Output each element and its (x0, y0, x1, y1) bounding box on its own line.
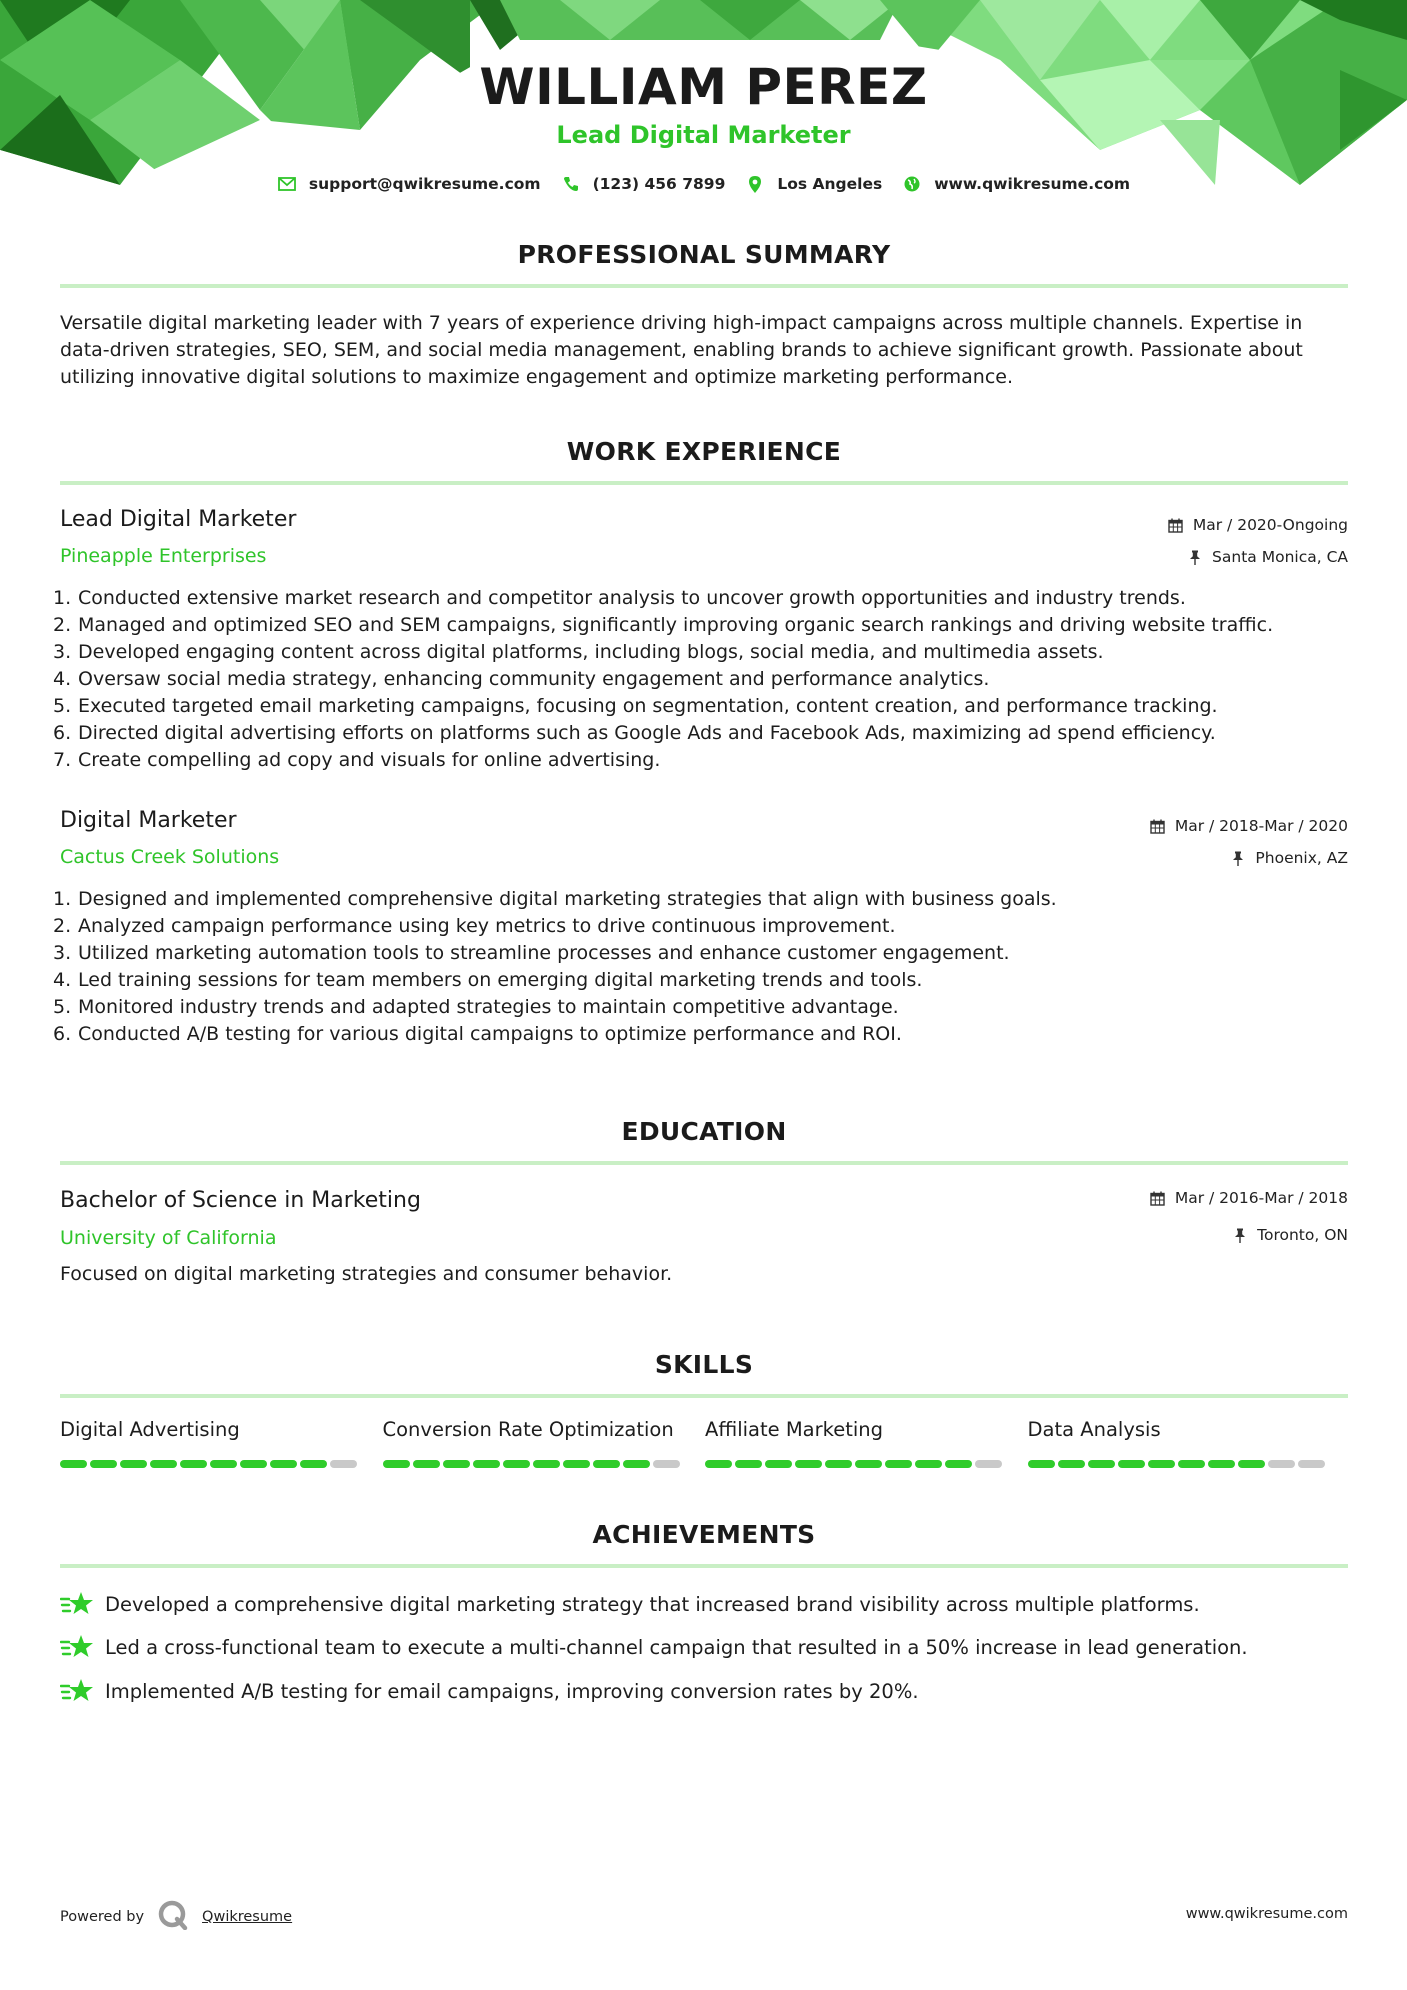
achievement-text: Developed a comprehensive digital marketing strategy that increased brand visibility across multiple platforms. (105, 1592, 1200, 1616)
pushpin-icon (1187, 549, 1203, 565)
list-item: 2. Managed and optimized SEO and SEM campaigns, significantly improving organic search rankings and driving website traffic. (53, 614, 1274, 636)
contact-website-text: www.qwikresume.com (934, 175, 1131, 193)
phone-icon (561, 174, 581, 194)
rating-segment-filled (150, 1460, 177, 1468)
rating-segment-empty (975, 1460, 1002, 1468)
education-location (1232, 1226, 1348, 1244)
contact-email-text: support@qwikresume.com (308, 175, 541, 193)
education-dates (1150, 1189, 1348, 1207)
skills-heading: SKILLS (654, 1350, 754, 1379)
contact-phone[interactable] (561, 174, 726, 194)
education-divider (60, 1161, 1348, 1165)
qwikresume-logo-icon (158, 1900, 188, 1934)
star-icon (60, 1590, 94, 1618)
rating-segment-filled (1178, 1460, 1205, 1468)
education-heading: EDUCATION (621, 1117, 787, 1146)
footer-website[interactable]: www.qwikresume.com (1185, 1906, 1348, 1922)
rating-segment-empty (330, 1460, 357, 1468)
rating-segment-filled (240, 1460, 267, 1468)
contact-location-text: Los Angeles (777, 175, 883, 193)
education-location-text: Toronto, ON (1257, 1226, 1348, 1244)
job-location-text: Phoenix, AZ (1255, 849, 1348, 867)
rating-segment-filled (1118, 1460, 1145, 1468)
calendar-icon (1150, 818, 1166, 834)
rating-segment-filled (825, 1460, 852, 1468)
list-item: 2. Analyzed campaign performance using key metrics to drive continuous improvement. (53, 915, 896, 937)
powered-by-label: Powered by (60, 1909, 145, 1925)
contact-bar (0, 174, 1407, 194)
rating-segment-filled (533, 1460, 560, 1468)
skill-rating-bar (705, 1460, 1028, 1468)
achievement-item (60, 1590, 1350, 1618)
achievements-heading: ACHIEVEMENTS (592, 1520, 816, 1549)
rating-segment-filled (90, 1460, 117, 1468)
experience-heading: WORK EXPERIENCE (566, 437, 842, 466)
achievement-item (60, 1677, 1350, 1705)
list-item: 3. Utilized marketing automation tools to streamline processes and enhance customer engagement. (53, 942, 1010, 964)
rating-segment-filled (735, 1460, 762, 1468)
achievement-text: Led a cross-functional team to execute a multi-channel campaign that resulted in a 50% increase in lead generation. (105, 1635, 1248, 1659)
skill-rating-bar (1028, 1460, 1351, 1468)
rating-segment-filled (503, 1460, 530, 1468)
rating-segment-filled (1148, 1460, 1175, 1468)
list-item: 4. Led training sessions for team members on emerging digital marketing trends and tools. (53, 969, 923, 991)
list-item: 1. Designed and implemented comprehensive digital marketing strategies that align with business goals. (53, 888, 1057, 910)
globe-icon (902, 174, 922, 194)
contact-email[interactable] (277, 174, 541, 194)
calendar-icon (1168, 517, 1184, 533)
rating-segment-empty (653, 1460, 680, 1468)
list-item: 5. Monitored industry trends and adapted strategies to maintain competitive advantage. (53, 996, 899, 1018)
achievements-divider (60, 1564, 1348, 1568)
candidate-role: Lead Digital Marketer (556, 121, 851, 149)
rating-segment-filled (705, 1460, 732, 1468)
rating-segment-filled (300, 1460, 327, 1468)
rating-segment-filled (855, 1460, 882, 1468)
skill-item (1028, 1418, 1351, 1468)
rating-segment-filled (270, 1460, 297, 1468)
skill-item (383, 1418, 706, 1468)
skill-name: Conversion Rate Optimization (382, 1418, 674, 1441)
star-icon (60, 1677, 94, 1705)
experience-divider (60, 481, 1348, 485)
rating-segment-empty (1298, 1460, 1325, 1468)
rating-segment-filled (383, 1460, 410, 1468)
skill-name: Digital Advertising (60, 1418, 240, 1441)
job-dates-text: Mar / 2020-Ongoing (1192, 516, 1348, 534)
rating-segment-filled (1208, 1460, 1235, 1468)
rating-segment-empty (1268, 1460, 1295, 1468)
summary-text: Versatile digital marketing leader with 7 years of experience driving high-impact campaigns across multiple channels. Expertise in data-driven strategies, SEO, SEM, and social media management, enabling brands to achieve significant growth. Passionate about utilizing innovative digital solutions to maximize engagement and optimize marketing performance. (60, 312, 1303, 388)
rating-segment-filled (563, 1460, 590, 1468)
rating-segment-filled (60, 1460, 87, 1468)
skill-item (705, 1418, 1028, 1468)
job-title: Lead Digital Marketer (60, 507, 297, 532)
pushpin-icon (1230, 850, 1246, 866)
list-item: 3. Developed engaging content across digital platforms, including blogs, social media, and multimedia assets. (53, 641, 1104, 663)
skill-name: Affiliate Marketing (705, 1418, 884, 1441)
education-description: Focused on digital marketing strategies and consumer behavior. (60, 1263, 673, 1285)
achievement-item (60, 1633, 1350, 1661)
job-dates (1150, 817, 1348, 835)
rating-segment-filled (623, 1460, 650, 1468)
rating-segment-filled (120, 1460, 147, 1468)
achievement-text: Implemented A/B testing for email campaigns, improving conversion rates by 20%. (105, 1679, 919, 1703)
job-company: Pineapple Enterprises (60, 545, 267, 567)
rating-segment-filled (795, 1460, 822, 1468)
rating-segment-filled (1028, 1460, 1055, 1468)
list-item: 5. Executed targeted email marketing campaigns, focusing on segmentation, content creation, and performance tracking. (53, 695, 1218, 717)
rating-segment-filled (593, 1460, 620, 1468)
job-bullets (53, 585, 1353, 774)
summary-heading: PROFESSIONAL SUMMARY (517, 240, 891, 269)
skills-list (60, 1418, 1350, 1468)
contact-website[interactable] (902, 174, 1130, 194)
job-location (1230, 849, 1348, 867)
job-dates-text: Mar / 2018-Mar / 2020 (1174, 817, 1348, 835)
rating-segment-filled (945, 1460, 972, 1468)
skill-item (60, 1418, 383, 1468)
rating-segment-filled (915, 1460, 942, 1468)
rating-segment-filled (413, 1460, 440, 1468)
degree-title: Bachelor of Science in Marketing (60, 1188, 421, 1213)
skill-name: Data Analysis (1027, 1418, 1161, 1441)
skill-rating-bar (60, 1460, 383, 1468)
rating-segment-filled (473, 1460, 500, 1468)
rating-segment-filled (885, 1460, 912, 1468)
candidate-name: WILLIAM PEREZ (479, 58, 928, 116)
job-location-text: Santa Monica, CA (1212, 548, 1348, 566)
skill-rating-bar (383, 1460, 706, 1468)
rating-segment-filled (1058, 1460, 1085, 1468)
calendar-icon (1150, 1190, 1166, 1206)
rating-segment-filled (180, 1460, 207, 1468)
list-item: 6. Directed digital advertising efforts on platforms such as Google Ads and Facebook Ads, maximizing ad spend efficiency. (53, 722, 1216, 744)
job-dates (1168, 516, 1348, 534)
envelope-icon (277, 174, 297, 194)
summary-divider (60, 284, 1348, 288)
rating-segment-filled (210, 1460, 237, 1468)
rating-segment-filled (1238, 1460, 1265, 1468)
list-item: 4. Oversaw social media strategy, enhancing community engagement and performance analytics. (53, 668, 990, 690)
job-company: Cactus Creek Solutions (60, 846, 280, 868)
list-item: 7. Create compelling ad copy and visuals for online advertising. (53, 749, 661, 771)
qwikresume-link[interactable]: Qwikresume (202, 1909, 293, 1925)
job-title: Digital Marketer (60, 808, 237, 833)
rating-segment-filled (1088, 1460, 1115, 1468)
education-dates-text: Mar / 2016-Mar / 2018 (1174, 1189, 1348, 1207)
pushpin-icon (1232, 1227, 1248, 1243)
contact-location (745, 174, 882, 194)
skills-divider (60, 1394, 1348, 1398)
star-icon (60, 1633, 94, 1661)
rating-segment-filled (765, 1460, 792, 1468)
list-item: 1. Conducted extensive market research and competitor analysis to uncover growth opportunities and industry trends. (53, 587, 1186, 609)
list-item: 6. Conducted A/B testing for various digital campaigns to optimize performance and ROI. (53, 1023, 902, 1045)
job-location (1187, 548, 1348, 566)
map-pin-icon (745, 174, 765, 194)
school-name: University of California (60, 1227, 277, 1249)
contact-phone-text: (123) 456 7899 (592, 175, 726, 193)
job-bullets (53, 886, 1353, 1048)
footer-powered-by (60, 1900, 292, 1934)
rating-segment-filled (443, 1460, 470, 1468)
